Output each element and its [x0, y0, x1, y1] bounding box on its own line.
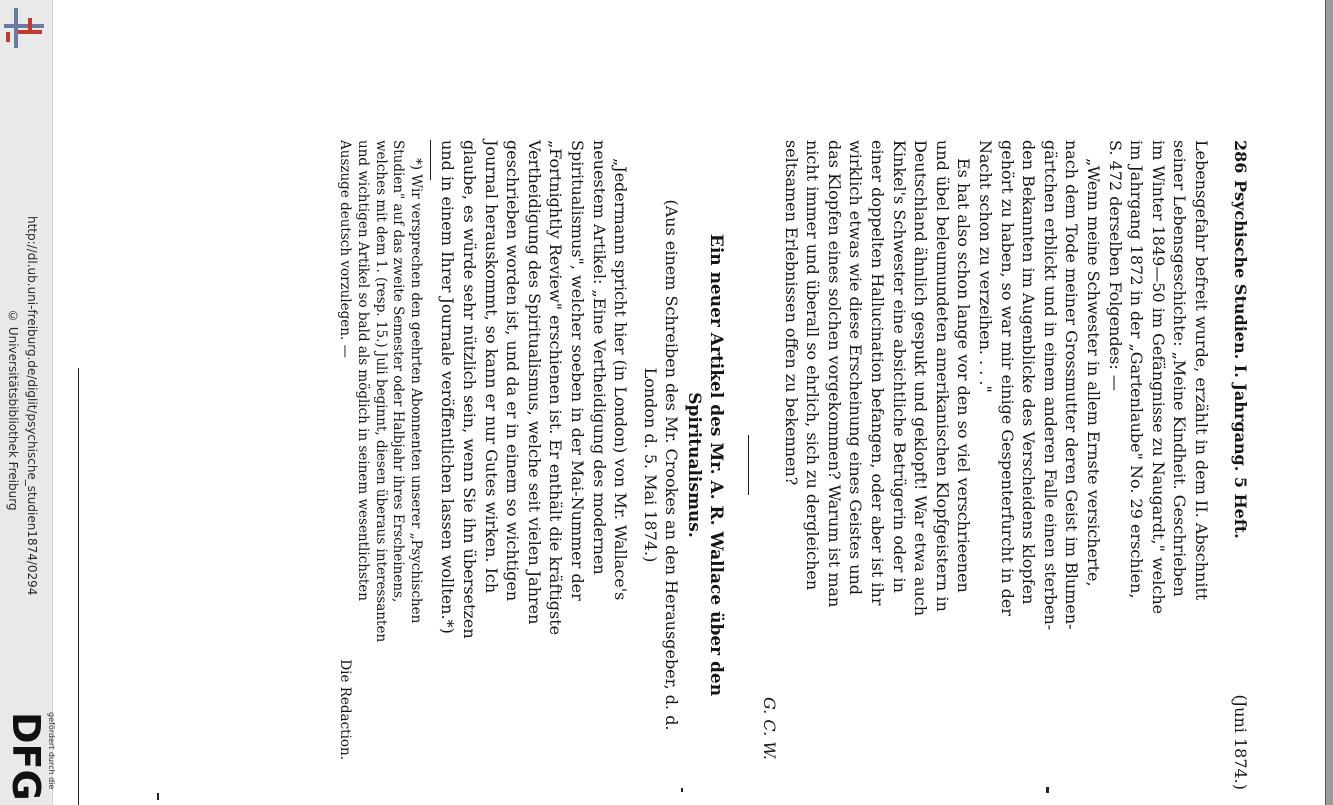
text-line: „Jedermann spricht hier (in London) von Mr. Wallace's: [611, 158, 631, 601]
text-line: „Wenn meine Schwester in allem Ernste versicherte,: [1084, 158, 1104, 587]
page-number: 286: [1231, 140, 1250, 174]
text-line: nach dem Tode meiner Grossmutter deren Geist im Blumen-: [1062, 140, 1082, 630]
copyright-notice: © Universitätsbibliothek Freiburg: [6, 309, 20, 511]
text-line: gehört zu haben, so war mir einige Gespenterfurcht in der: [997, 140, 1017, 616]
article-title: Ein neuer Artikel des Mr. A. R. Wallace über den: [705, 233, 726, 697]
text-line: Nacht schon zu verzeihen. . . .": [976, 140, 996, 393]
paragraph-1: [1104, 140, 1212, 790]
paragraph-3: [780, 140, 974, 790]
paragraph-4: [437, 140, 631, 790]
footnote-divider: [430, 140, 431, 180]
library-sidebar: [0, 0, 56, 805]
footnote-line: [336, 140, 354, 790]
text-line: Spiritualismus", welcher soeben in der Mai-Nummer der: [567, 140, 587, 601]
dfg-logo: [4, 712, 56, 801]
issue-date: (Juni 1874.): [1231, 694, 1250, 790]
text-line: Journal herauskommt, so kann er nur Gutes wirken. Ich: [481, 140, 501, 594]
footnote-line: Studien" auf das zweite Semester oder Halbjahr ihres Erscheinens,: [390, 140, 407, 603]
text-line: seiner Lebensgeschichte: „Meine Kindheit. Geschrieben: [1170, 140, 1190, 597]
text-line: den Bekannten im Augenblicke des Verscheidens klopfen: [1019, 140, 1039, 605]
text-line: im Jahrgang 1872 in der „Gartenlaube" No. 29 erschien,: [1127, 140, 1147, 599]
text-line: Kinkel's Schwester eine absichtliche Betrügerin oder in: [889, 140, 909, 593]
text-line: „Fortnightly Review" erschienen ist. Er enthält die kräftigste: [546, 140, 566, 636]
footnote-line: *) Wir versprechen den geehrten Abonnenten unserer „Psychischen: [407, 158, 424, 624]
text-line: Vertheidigung des Spiritualismus, welche seit vielen Jahren: [524, 140, 544, 625]
text-line: Lebensgefahr befreit wurde, erzählt in dem II. Abschnitt: [1192, 140, 1211, 601]
footnote-line: und wichtigen Artikel so bald als möglich in seinem wesentlichsten: [355, 140, 372, 601]
text-line: Es hat also schon lange vor den so viel verschrieenen: [954, 158, 974, 593]
scanned-page: [336, 140, 1250, 790]
scan-edge: [1326, 0, 1333, 805]
university-logo-icon: [2, 4, 46, 52]
text-line: gärtchen erblickt und in einem anderen Falle einen sterben-: [1040, 140, 1060, 631]
text-line: wirklich etwas wie diese Erscheinung eines Geistes und: [846, 140, 866, 596]
text-line: S. 472 derselben Folgendes: —: [1105, 140, 1125, 391]
text-line: neuestem Artikel: „Eine Vertheidigung des modernen: [589, 140, 609, 575]
running-title: Psychische Studien. I. Jahrgang. 5 Heft.: [1231, 180, 1250, 539]
footnote-line-text: Auszuge deutsch vorzulegen. —: [337, 140, 354, 359]
scan-mark: [157, 793, 159, 800]
scan-mark: [78, 368, 79, 805]
text-line: im Winter 1849—50 im Gefängnisse zu Naugardt," welche: [1148, 140, 1168, 615]
footnote-line: welches mit dem 1. (resp. 15.) Juli beginnt, diesen überaus interessanten: [372, 140, 389, 643]
article-subtitle: (Aus einem Schreiben des Mr. Crookes an den Herausgeber, d. d.: [662, 199, 682, 731]
text-line: nicht immer und überall so ehrlich, sich zu dergleichen: [803, 140, 823, 591]
signature: G. C. W.: [760, 697, 780, 760]
text-line: und übel beleumundeten amerikanischen Klopfgeistern in: [932, 140, 952, 612]
text-line: geschrieben worden ist, und da er in einem so wichtigen: [503, 140, 523, 602]
article-title-cont: Spiritualismus.: [683, 392, 704, 538]
footnote-signature: Die Redaction.: [337, 659, 354, 760]
text-line: glaube, es würde sehr nützlich sein, wenn Sie ihn übersetzen: [460, 140, 479, 639]
section-divider: [748, 435, 749, 495]
text-line: seltsamen Erlebnissen offen zu bekennen?: [781, 140, 801, 486]
dfg-caption: gefördert durch die: [47, 712, 56, 790]
text-line: Deutschland ähnlich gespukt und geklopft! War etwa auch: [911, 140, 931, 617]
document-url[interactable]: http://dl.ub.uni-freiburg.de/diglit/psychische_studien1874/0294: [25, 216, 39, 596]
text-line: das Klopfen eines solchen vorgekommen? Warum ist man: [824, 140, 844, 608]
dfg-logo-text: DFG: [4, 712, 48, 801]
text-line: einer doppelten Hallucination befangen, oder aber ist ihr: [868, 140, 888, 606]
page-header: [1224, 140, 1250, 790]
paragraph-2: [974, 140, 1104, 790]
text-line: und in einem Ihrer Journale veröffentlichen lassen wollten.*): [438, 140, 458, 634]
footnote: [336, 140, 424, 790]
article-subtitle-cont: London d. 5. Mai 1874.): [640, 367, 660, 563]
